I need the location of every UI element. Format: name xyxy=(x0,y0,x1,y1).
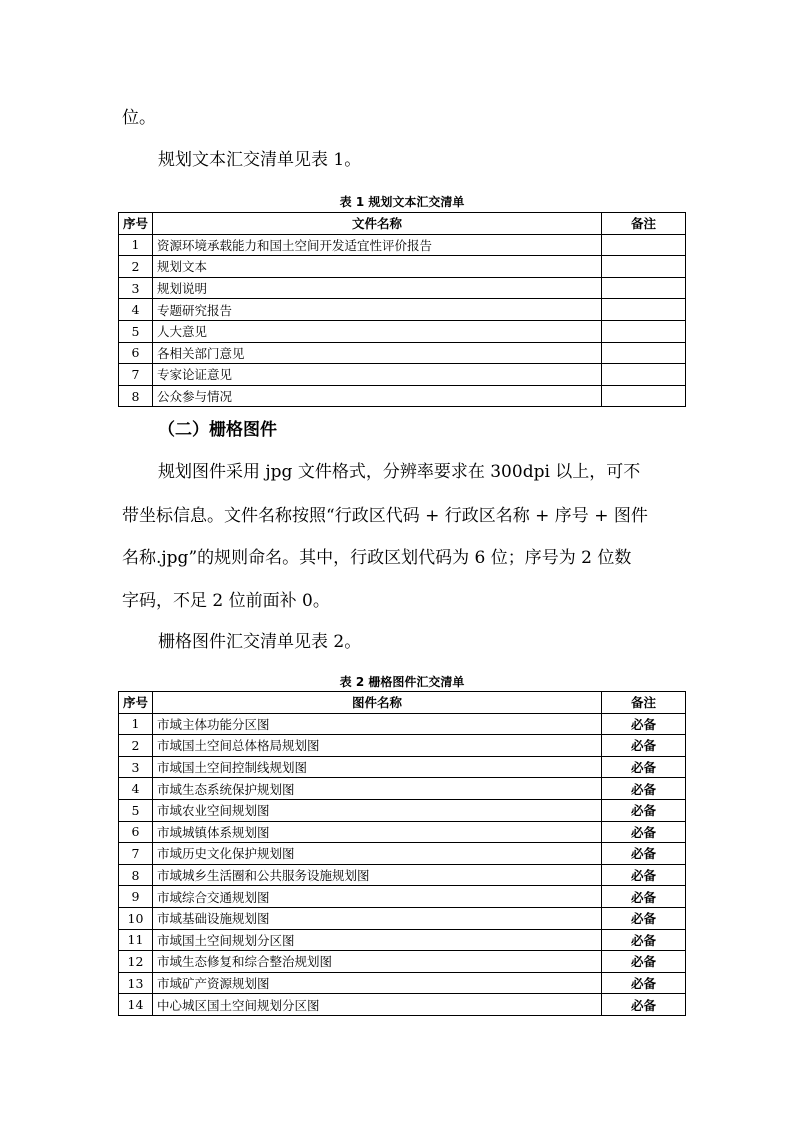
table2-row-note: 必备 xyxy=(602,713,686,735)
table1-header-name: 文件名称 xyxy=(153,213,602,235)
table1-row-name: 专题研究报告 xyxy=(153,299,602,321)
table2-row xyxy=(119,994,686,1016)
table1-row-note xyxy=(602,299,686,321)
table2-row-name: 市域国土空间规划分区图 xyxy=(153,929,602,951)
table2-row xyxy=(119,713,686,735)
table2-row xyxy=(119,929,686,951)
table2-row-name: 中心城区国土空间规划分区图 xyxy=(153,994,602,1016)
table1-row-number: 1 xyxy=(119,234,153,256)
table1-row-note xyxy=(602,234,686,256)
table2-row xyxy=(119,972,686,994)
table1-row-note xyxy=(602,320,686,342)
table2-row-name: 市域主体功能分区图 xyxy=(153,713,602,735)
table2-row-note: 必备 xyxy=(602,929,686,951)
table2-header-name: 图件名称 xyxy=(153,692,602,714)
table2-row-note: 必备 xyxy=(602,994,686,1016)
paragraph-continuation: 位。 xyxy=(122,108,156,128)
table1-row-number: 2 xyxy=(119,256,153,278)
table2-row-note: 必备 xyxy=(602,907,686,929)
table2-row-note: 必备 xyxy=(602,735,686,757)
table2-row-name: 市域基础设施规划图 xyxy=(153,907,602,929)
table2-row-name: 市域矿产资源规划图 xyxy=(153,972,602,994)
table1-row xyxy=(119,385,686,407)
table1 xyxy=(118,212,686,407)
table1-row xyxy=(119,277,686,299)
table2-row-number: 6 xyxy=(119,821,153,843)
table2-row-name: 市域城乡生活圈和公共服务设施规划图 xyxy=(153,864,602,886)
table2-row-name: 市域生态系统保护规划图 xyxy=(153,778,602,800)
table1-header-no: 序号 xyxy=(119,213,153,235)
table1-row-name: 各相关部门意见 xyxy=(153,342,602,364)
table2-row xyxy=(119,864,686,886)
table1-row-note xyxy=(602,277,686,299)
table2-row xyxy=(119,799,686,821)
table2-row xyxy=(119,907,686,929)
table2-row xyxy=(119,821,686,843)
table1-row-number: 5 xyxy=(119,320,153,342)
table1-row xyxy=(119,234,686,256)
table2-row-name: 市域城镇体系规划图 xyxy=(153,821,602,843)
table1-row-name: 规划说明 xyxy=(153,277,602,299)
paragraph-raster-line-4: 字码，不足 2 位前面补 0。 xyxy=(122,591,330,611)
table1-row-name: 专家论证意见 xyxy=(153,364,602,386)
table2-row-name: 市域综合交通规划图 xyxy=(153,886,602,908)
table1-header-row xyxy=(119,213,686,235)
table2-row-number: 12 xyxy=(119,951,153,973)
table1-row-name: 资源环境承载能力和国土空间开发适宜性评价报告 xyxy=(153,234,602,256)
table2-row-number: 13 xyxy=(119,972,153,994)
table2-row-note: 必备 xyxy=(602,951,686,973)
table2-row-name: 市域生态修复和综合整治规划图 xyxy=(153,951,602,973)
table1-row xyxy=(119,320,686,342)
table2-row xyxy=(119,886,686,908)
table1-caption: 表 1 规划文本汇交清单 xyxy=(339,195,465,209)
table1-row-note xyxy=(602,364,686,386)
table1-row-number: 3 xyxy=(119,277,153,299)
table2-row-number: 9 xyxy=(119,886,153,908)
table2-row-number: 8 xyxy=(119,864,153,886)
table2-row-number: 2 xyxy=(119,735,153,757)
table2-row-name: 市域国土空间控制线规划图 xyxy=(153,756,602,778)
table2-row xyxy=(119,735,686,757)
table2 xyxy=(118,691,686,1016)
table2-row xyxy=(119,843,686,865)
table2-row xyxy=(119,778,686,800)
table2-row-note: 必备 xyxy=(602,778,686,800)
paragraph-table1-intro: 规划文本汇交清单见表 1。 xyxy=(158,150,362,170)
table1-row-note xyxy=(602,385,686,407)
table2-row-note: 必备 xyxy=(602,756,686,778)
table2-row-number: 14 xyxy=(119,994,153,1016)
paragraph-table2-intro: 栅格图件汇交清单见表 2。 xyxy=(158,632,362,652)
table2-row-name: 市域历史文化保护规划图 xyxy=(153,843,602,865)
table1-row-name: 人大意见 xyxy=(153,320,602,342)
table1-row xyxy=(119,256,686,278)
table2-row-number: 11 xyxy=(119,929,153,951)
table2-row xyxy=(119,951,686,973)
table2-caption: 表 2 栅格图件汇交清单 xyxy=(339,675,465,689)
table2-row-number: 3 xyxy=(119,756,153,778)
table1-header-note: 备注 xyxy=(602,213,686,235)
table2-row xyxy=(119,756,686,778)
table2-row-note: 必备 xyxy=(602,843,686,865)
table1-row-name: 规划文本 xyxy=(153,256,602,278)
table2-header-no: 序号 xyxy=(119,692,153,714)
table1-row xyxy=(119,364,686,386)
table2-row-note: 必备 xyxy=(602,972,686,994)
table1-row xyxy=(119,342,686,364)
section-heading: （二）栅格图件 xyxy=(158,420,277,440)
table2-row-note: 必备 xyxy=(602,821,686,843)
table1-row-number: 6 xyxy=(119,342,153,364)
table2-row-number: 7 xyxy=(119,843,153,865)
table2-header-note: 备注 xyxy=(602,692,686,714)
table1-row xyxy=(119,299,686,321)
table2-row-name: 市域国土空间总体格局规划图 xyxy=(153,735,602,757)
table2-row-name: 市域农业空间规划图 xyxy=(153,799,602,821)
table1-row-note xyxy=(602,342,686,364)
table1-row-note xyxy=(602,256,686,278)
table1-row-number: 7 xyxy=(119,364,153,386)
table2-header-row xyxy=(119,692,686,714)
paragraph-raster-line-2: 带坐标信息。文件名称按照“行政区代码 + 行政区名称 + 序号 + 图件 xyxy=(122,506,648,526)
table2-row-note: 必备 xyxy=(602,799,686,821)
table2-row-note: 必备 xyxy=(602,886,686,908)
table1-row-number: 4 xyxy=(119,299,153,321)
paragraph-raster-line-3: 名称.jpg”的规则命名。其中，行政区划代码为 6 位；序号为 2 位数 xyxy=(122,548,632,568)
table2-row-number: 4 xyxy=(119,778,153,800)
table2-row-number: 5 xyxy=(119,799,153,821)
table2-row-note: 必备 xyxy=(602,864,686,886)
table1-row-name: 公众参与情况 xyxy=(153,385,602,407)
paragraph-raster-line-1: 规划图件采用 jpg 文件格式，分辨率要求在 300dpi 以上，可不 xyxy=(158,462,641,482)
table2-row-number: 10 xyxy=(119,907,153,929)
table1-row-number: 8 xyxy=(119,385,153,407)
table2-row-number: 1 xyxy=(119,713,153,735)
